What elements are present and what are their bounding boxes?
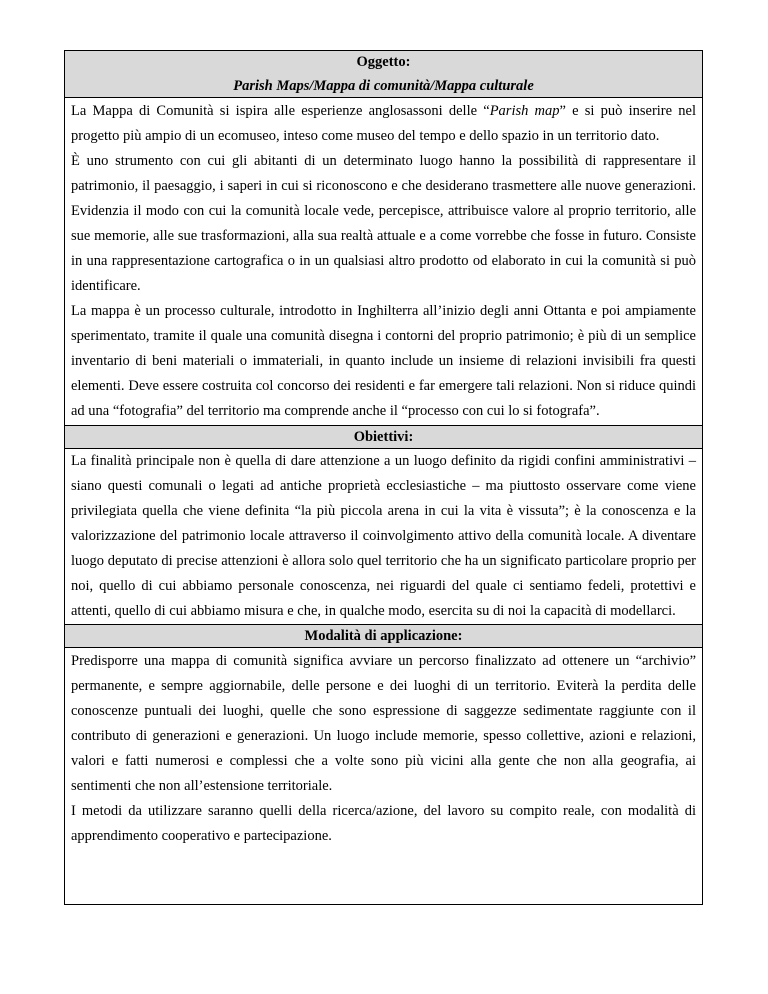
intro-paragraph-3: La mappa è un processo culturale, introdotto in Inghilterra all’inizio degli anni Ottanta e poi ampiamente sperimentato, tramite il quale una comunità disegna i contorni del proprio patrimonio; è più di un semplice inventario di beni materiali o immateriali, in quanto include un insieme di relazioni invisibili fra questi elementi. Deve essere costruita col concorso dei residenti e far emergere tali relazioni. Non si riduce quindi ad una “fotografia” del territorio ma comprende anche il “processo con cui lo si fotografa”. (71, 303, 696, 419)
application-title: Modalità di applicazione: (304, 628, 463, 644)
application-header (65, 625, 702, 648)
document-table (64, 50, 703, 905)
application-section (65, 648, 702, 904)
objectives-section (65, 449, 702, 625)
subject-header (65, 51, 702, 98)
parish-map-term: Parish map (489, 103, 560, 119)
application-paragraph-1: Predisporre una mappa di comunità significa avviare un percorso finalizzato ad ottenere un “archivio” permanente, e sempre aggiornabile, delle persone e dei luoghi di un territorio. Eviterà la perdita delle conoscenze puntuali dei luoghi, quelle che sono espressione di saggezze sedimentate raggiunte con il contributo di generazioni e generazioni. Un luogo include memorie, spesso collettive, azioni e relazioni, valori e fatti numerosi e complessi che a volte sono più vicini alla gente che non alla geografia, ai sentimenti che non all’estensione territoriale. (71, 653, 696, 794)
application-paragraph-2: I metodi da utilizzare saranno quelli della ricerca/azione, del lavoro su compito reale, con modalità di apprendimento cooperativo e partecipazione. (71, 803, 696, 844)
objectives-title: Obiettivi: (353, 429, 414, 445)
subject-subtitle: Parish Maps/Mappa di comunità/Mappa culturale (233, 78, 534, 94)
subject-title: Oggetto: (356, 54, 411, 70)
objectives-paragraph-1: La finalità principale non è quella di dare attenzione a un luogo definito da rigidi confini amministrativi – siano questi comunali o legati ad antiche proprietà ecclesiastiche – ma piuttosto osservare come viene privilegiata quella che viene definita “la più piccola arena in cui la vita è vissuta”; è la conoscenza e la valorizzazione del patrimonio locale attraverso il coinvolgimento attivo della comunità locale. A diventare luogo deputato di precise attenzioni è allora solo quel territorio che ha un significato particolare proprio per noi, quello di cui abbiamo personale conoscenza, nei riguardi del quale ci sentiamo fedeli, protettivi e attenti, quello di cui abbiamo misura e che, in qualche modo, esercita su di noi la capacità di modellarci. (71, 453, 696, 619)
intro-section (65, 98, 702, 426)
intro-paragraph-1: La Mappa di Comunità si ispira alle esperienze anglosassoni delle “Parish map” e si può inserire nel progetto più ampio di un ecomuseo, inteso come museo del tempo e dello spazio in un territorio dato. (71, 103, 696, 144)
objectives-header (65, 426, 702, 449)
intro-paragraph-2: È uno strumento con cui gli abitanti di un determinato luogo hanno la possibilità di rappresentare il patrimonio, il paesaggio, i saperi in cui si riconoscono e che desiderano trasmettere alle nuove generazioni. Evidenzia il modo con cui la comunità locale vede, percepisce, attribuisce valore al proprio territorio, alle sue memorie, alle sue trasformazioni, alla sua realtà attuale e a come vorrebbe che fosse in futuro. Consiste in una rappresentazione cartografica o in un qualsiasi altro prodotto od elaborato in cui la comunità si può identificare. (71, 153, 696, 294)
